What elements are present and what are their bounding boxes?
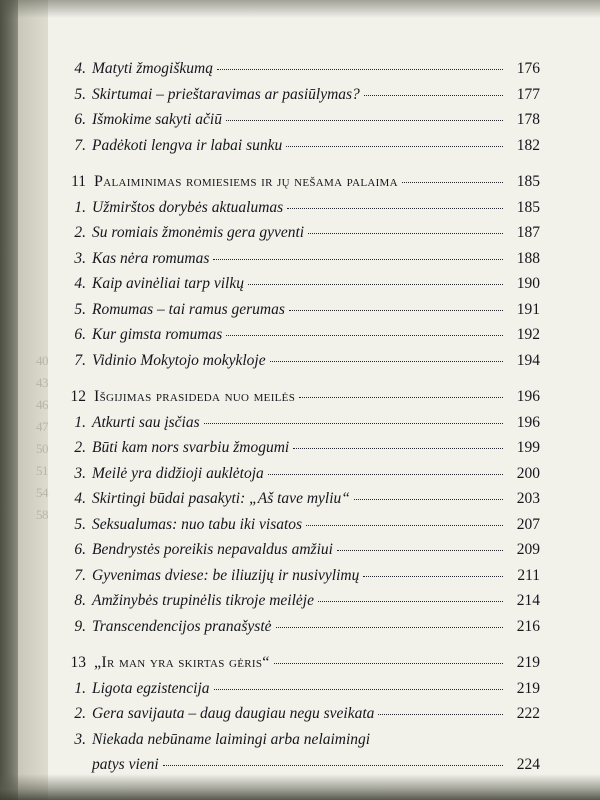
toc-dot-leader [337,550,503,551]
toc-dot-leader [354,499,503,500]
toc-entry-number: 11 [71,173,86,190]
toc-page-number: 219 [516,654,540,671]
toc-page-number: 203 [516,490,540,507]
toc-page-number: 219 [516,679,540,697]
toc-dot-leader [213,259,503,260]
ghost-page-number: 46 [36,397,48,412]
toc-section-entry[interactable] [60,435,540,461]
toc-chapter-entry[interactable] [60,169,540,195]
toc-page-number: 199 [516,439,540,456]
toc-entry-number: 6. [74,111,86,128]
toc-section-entry[interactable] [60,107,540,133]
toc-dot-leader [214,689,503,690]
toc-dot-leader [270,361,503,362]
toc-page-number: 194 [516,351,540,369]
toc-entry-number: 6. [74,326,86,343]
toc-entry-number: 7. [74,351,86,369]
ghost-page-number: 58 [36,507,48,522]
toc-page-number: 192 [516,326,540,343]
toc-dot-leader [287,208,503,209]
toc-entry-title: Seksualumas: nuo tabu iki visatos [92,515,303,533]
ghost-page-number: 43 [36,375,48,390]
toc-entry-number: 8. [74,592,86,609]
toc-entry-title: Bendrystės poreikis nepavaldus amžiui [92,541,333,558]
toc-section-entry[interactable] [60,537,540,563]
toc-entry-title: Niekada nebūname laimingi arba nelaimingi [92,730,371,748]
toc-entry-number: 4. [74,275,86,292]
toc-entry-title: Vidinio Mokytojo mokykloje [92,351,266,369]
toc-dot-leader [274,663,503,664]
toc-entry-number: 13 [70,654,86,671]
toc-page-number: 209 [516,541,540,558]
toc-entry-title: Gera savijauta – daug daugiau negu sveikata [92,705,375,722]
toc-dot-leader [289,310,503,311]
toc-entry-title: Būti kam nors svarbiu žmogumi [92,439,290,456]
toc-page-number: 178 [516,111,540,128]
toc-dot-leader [248,284,503,285]
toc-dot-leader [286,146,503,147]
toc-entry-number: 4. [74,60,86,77]
toc-entry-number: 2. [74,705,86,722]
toc-entry-title: Skirtingi būdai pasakyti: „Aš tave myliu“ [92,490,350,507]
toc-entry-title: Atkurti sau įsčias [92,413,200,431]
toc-section-entry[interactable] [60,588,540,614]
toc-section-entry[interactable] [60,410,540,436]
toc-entry-title: Ligota egzistencija [92,679,210,697]
toc-section-entry[interactable] [60,220,540,246]
toc-entry-number: 5. [74,300,86,318]
toc-page-number: 196 [516,388,540,405]
toc-chapter-entry[interactable] [60,384,540,410]
toc-page-number: 187 [516,224,540,241]
toc-entry-title: Kur gimsta romumas [92,326,223,343]
top-shadow [0,0,600,18]
toc-entry-title: Transcendencijos pranašystė [92,617,272,635]
toc-page-number: 196 [516,413,540,431]
toc-page-number: 207 [516,515,540,533]
toc-section-entry[interactable] [60,461,540,487]
toc-dot-leader [293,448,503,449]
toc-entry-number: 2. [74,224,86,241]
toc-entry-number: 5. [74,515,86,533]
toc-entry-number: 1. [74,198,86,216]
toc-entry-number: 7. [74,136,86,154]
toc-entry-number: 3. [74,730,86,748]
toc-dot-leader [299,397,503,398]
toc-page-number: 188 [516,249,540,267]
toc-entry-number: 12 [70,388,86,405]
toc-dot-leader [268,474,503,475]
toc-dot-leader [306,525,503,526]
toc-page-number: 224 [516,756,540,773]
toc-entry-number: 6. [74,541,86,558]
ghost-page-number: 40 [36,353,48,368]
toc-page-number: 176 [516,60,540,77]
toc-entry-number: 2. [74,439,86,456]
toc-dot-leader [226,335,503,336]
toc-page-number: 214 [516,592,540,609]
toc-entry-title: Gyvenimas dviese: be iliuzijų ir nusivylimų [92,566,360,584]
toc-entry-title: Kaip avinėliai tarp vilkų [92,275,244,292]
toc-page-number: 222 [516,705,540,722]
toc-section-entry[interactable] [60,727,540,753]
toc-entry-title: Amžinybės trupinėlis tikroje meilėje [92,592,314,609]
toc-page-number: 200 [516,464,540,482]
toc-section-entry[interactable] [60,512,540,538]
toc-entry-title: Skirtumai – prieštaravimas ar pasiūlymas? [92,85,360,103]
toc-page-number: 182 [516,136,540,154]
table-of-contents [60,56,540,778]
toc-section-entry[interactable] [60,297,540,323]
toc-section-entry[interactable] [60,133,540,159]
toc-entry-number: 1. [74,413,86,431]
toc-chapter-entry[interactable] [60,650,540,676]
toc-entry-title: „Ir man yra skirtas gėris“ [94,654,270,671]
toc-section-entry[interactable] [60,271,540,297]
toc-entry-number: 1. [74,679,86,697]
toc-section-entry[interactable] [60,701,540,727]
ghost-page-number: 54 [36,485,48,500]
ghost-page-number: 51 [36,463,48,478]
toc-entry-title: Matyti žmogiškumą [92,60,213,77]
toc-page-number: 190 [516,275,540,292]
toc-entry-title: Romumas – tai ramus gerumas [92,300,285,318]
toc-entry-number: 5. [74,85,86,103]
toc-entry-number: 9. [74,617,86,635]
toc-dot-leader [402,182,503,183]
toc-page-number: 211 [517,566,540,584]
toc-dot-leader [364,95,503,96]
toc-entry-number: 3. [74,249,86,267]
toc-section-entry[interactable] [60,676,540,702]
toc-entry-number: 4. [74,490,86,507]
toc-entry-title: Su romiais žmonėmis gera gyventi [92,224,305,241]
toc-entry-continuation[interactable] [60,752,540,778]
toc-dot-leader [204,423,503,424]
toc-section-entry[interactable] [60,56,540,82]
toc-dot-leader [363,576,503,577]
toc-entry-title: patys vieni [92,756,159,773]
toc-page-number: 185 [516,198,540,216]
toc-entry-title: Meilė yra didžioji auklėtoja [92,464,264,482]
toc-dot-leader [217,69,503,70]
toc-page-number: 191 [516,300,540,318]
toc-entry-number: 7. [74,566,86,584]
toc-section-entry[interactable] [60,614,540,640]
toc-section-entry[interactable] [60,246,540,272]
toc-dot-leader [276,627,503,628]
toc-dot-leader [226,120,503,121]
toc-page-number: 216 [516,617,540,635]
toc-section-entry[interactable] [60,348,540,374]
toc-dot-leader [308,233,503,234]
toc-entry-title: Kas nėra romumas [92,249,210,267]
toc-entry-title: Išgijimas prasideda nuo meilės [94,388,296,405]
toc-section-entry[interactable] [60,486,540,512]
bottom-shadow [0,774,600,800]
toc-entry-title: Išmokime sakyti ačiū [92,111,222,128]
toc-dot-leader [378,714,503,715]
toc-page-number: 177 [516,85,540,103]
toc-dot-leader [163,765,503,766]
toc-section-entry[interactable] [60,563,540,589]
ghost-page-number: 50 [36,441,48,456]
toc-dot-leader [318,601,503,602]
toc-entry-number: 3. [74,464,86,482]
ghost-page-numbers [14,350,48,526]
toc-page-number: 185 [516,173,540,190]
toc-section-entry[interactable] [60,322,540,348]
ghost-page-number: 47 [36,419,48,434]
toc-entry-title: Užmirštos dorybės aktualumas [92,198,284,216]
toc-section-entry[interactable] [60,82,540,108]
toc-entry-title: Palaiminimas romiesiems ir jų nešama palaima [94,173,398,190]
toc-entry-title: Padėkoti lengva ir labai sunku [92,136,283,154]
toc-section-entry[interactable] [60,195,540,221]
